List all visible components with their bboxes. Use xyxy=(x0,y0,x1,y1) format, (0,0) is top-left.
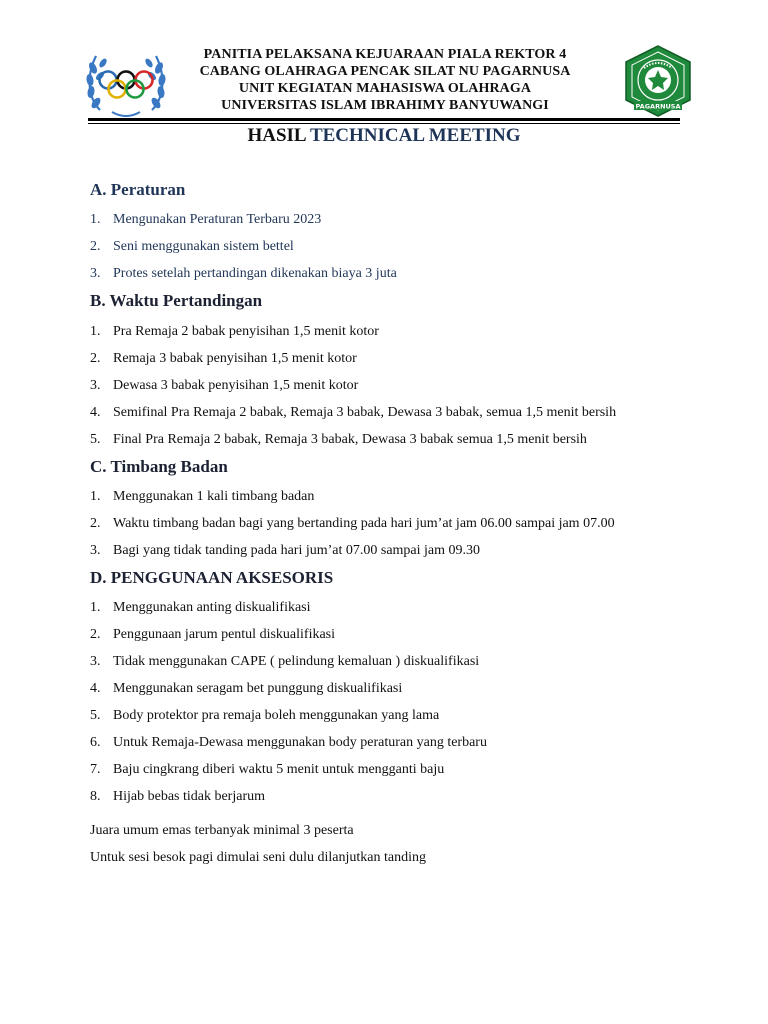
letterhead-line-4: UNIVERSITAS ISLAM IBRAHIMY BANYUWANGI xyxy=(221,98,549,113)
list-item: 4. Menggunakan seragam bet punggung diskualifikasi xyxy=(90,681,403,696)
letterhead-line-3: UNIT KEGIATAN MAHASISWA OLAHRAGA xyxy=(238,81,532,96)
list-item: 1. Pra Remaja 2 babak penyisihan 1,5 menit kotor xyxy=(90,324,379,339)
list-item: 3. Protes setelah pertandingan dikenakan biaya 3 juta xyxy=(90,266,397,281)
list-item: 4. Semifinal Pra Remaja 2 babak, Remaja 3 babak, Dewasa 3 babak, semua 1,5 menit bersih xyxy=(90,405,617,420)
section-b-list xyxy=(90,318,616,453)
header-rule-thin xyxy=(88,123,680,124)
list-item: 1. Menggunakan anting diskualifikasi xyxy=(90,600,311,615)
list-item: 5. Body protektor pra remaja boleh menggunakan yang lama xyxy=(90,708,440,723)
letterhead-line-2: CABANG OLAHRAGA PENCAK SILAT NU PAGARNUSA xyxy=(199,64,571,79)
header-rule-thick xyxy=(88,118,680,121)
list-item: 3. Tidak menggunakan CAPE ( pelindung kemaluan ) diskualifikasi xyxy=(90,654,480,669)
list-item: 6. Untuk Remaja-Dewasa menggunakan body peraturan yang terbaru xyxy=(90,735,487,750)
list-item: 1. Menggunakan 1 kali timbang badan xyxy=(90,489,315,504)
list-item: 1. Mengunakan Peraturan Terbaru 2023 xyxy=(90,212,322,227)
olympic-rings-logo xyxy=(86,46,166,122)
section-c-list xyxy=(90,483,615,564)
section-heading-c: C. Timbang Badan xyxy=(90,457,228,476)
letterhead-line-1: PANITIA PELAKSANA KEJUARAAN PIALA REKTOR 4 xyxy=(203,47,567,62)
letterhead xyxy=(170,46,600,114)
list-item: 3. Dewasa 3 babak penyisihan 1,5 menit kotor xyxy=(90,378,359,393)
section-d-list xyxy=(90,594,487,810)
list-item: 2. Penggunaan jarum pentul diskualifikasi xyxy=(90,627,336,642)
pagarnusa-logo-text: PAGARNUSA xyxy=(635,102,681,111)
list-item: 3. Bagi yang tidak tanding pada hari jum’at 07.00 sampai jam 09.30 xyxy=(90,543,481,558)
note-juara-umum: Juara umum emas terbanyak minimal 3 peserta xyxy=(90,823,354,838)
list-item: 8. Hijab bebas tidak berjarum xyxy=(90,789,266,804)
list-item: 7. Baju cingkrang diberi waktu 5 menit untuk mengganti baju xyxy=(90,762,445,777)
list-item: 5. Final Pra Remaja 2 babak, Remaja 3 babak, Dewasa 3 babak semua 1,5 menit bersih xyxy=(90,432,587,447)
document-title xyxy=(0,125,768,147)
section-heading-b: B. Waktu Pertandingan xyxy=(90,291,263,310)
list-item: 2. Remaja 3 babak penyisihan 1,5 menit kotor xyxy=(90,351,357,366)
list-item: 2. Seni menggunakan sistem bettel xyxy=(90,239,294,254)
title-part-1: HASIL xyxy=(247,125,310,146)
section-heading-a: A. Peraturan xyxy=(90,180,186,199)
pagarnusa-logo xyxy=(622,44,694,118)
title-part-2: TECHNICAL MEETING xyxy=(309,125,521,146)
note-sesi-besok: Untuk sesi besok pagi dimulai seni dulu dilanjutkan tanding xyxy=(90,850,426,865)
list-item: 2. Waktu timbang badan bagi yang bertanding pada hari jum’at jam 06.00 sampai jam 07.00 xyxy=(90,516,615,531)
section-heading-d: D. PENGGUNAAN AKSESORIS xyxy=(90,568,334,587)
section-a-list xyxy=(90,206,397,287)
